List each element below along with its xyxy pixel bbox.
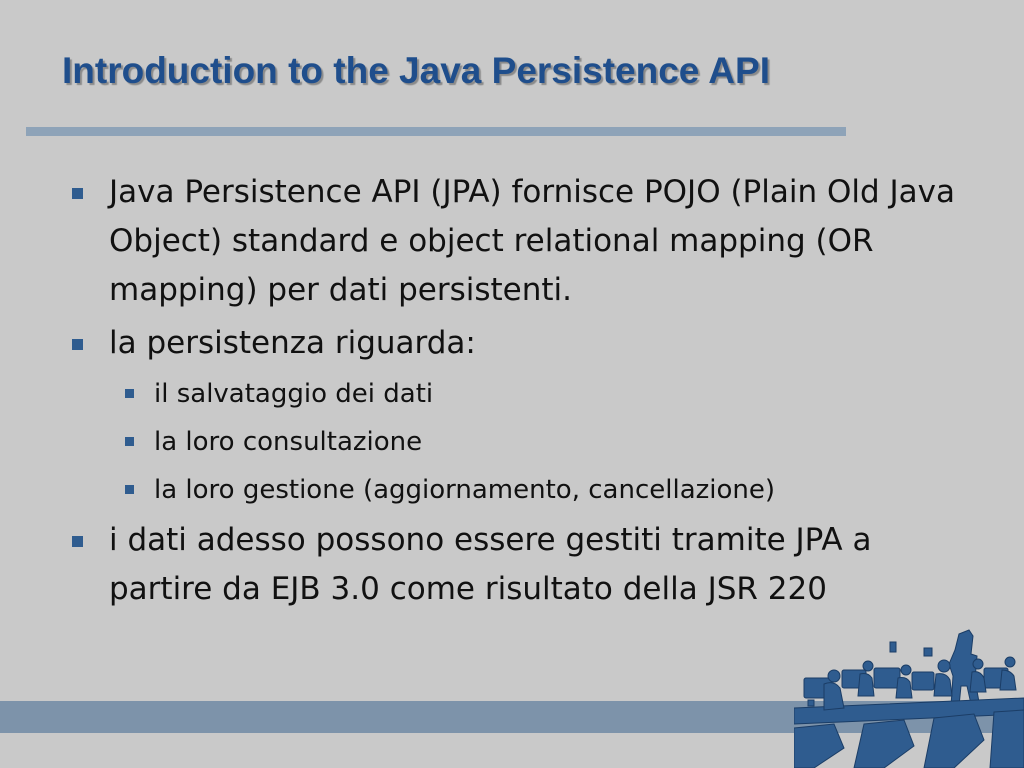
square-bullet-icon	[125, 389, 134, 398]
slide-title: Introduction to the Java Persistence API	[62, 50, 770, 91]
bullet-item	[72, 516, 972, 614]
bullet-text: i dati adesso possono essere gestiti tramite JPA a partire da EJB 3.0 come risultato della JSR 220	[109, 522, 872, 607]
sub-bullet-item	[72, 372, 972, 416]
bullet-item	[72, 319, 972, 368]
square-bullet-icon	[72, 339, 83, 350]
slide-content	[72, 168, 972, 618]
bullet-item	[72, 168, 972, 315]
sub-bullet-text: la loro consultazione	[154, 427, 423, 457]
square-bullet-icon	[72, 536, 83, 547]
sub-bullet-item	[72, 420, 972, 464]
square-bullet-icon	[125, 437, 134, 446]
bullet-text: la persistenza riguarda:	[109, 325, 476, 361]
sub-bullet-text: il salvataggio dei dati	[154, 379, 434, 409]
office-workers-clipart-icon	[794, 628, 1024, 768]
sub-bullet-item	[72, 468, 972, 512]
title-underline	[26, 127, 846, 136]
sub-bullet-text: la loro gestione (aggiornamento, cancellazione)	[154, 475, 776, 505]
square-bullet-icon	[125, 485, 134, 494]
bullet-text: Java Persistence API (JPA) fornisce POJO (Plain Old Java Object) standard e object relational mapping (OR mapping) per dati persistenti.	[109, 174, 955, 308]
square-bullet-icon	[72, 188, 83, 199]
